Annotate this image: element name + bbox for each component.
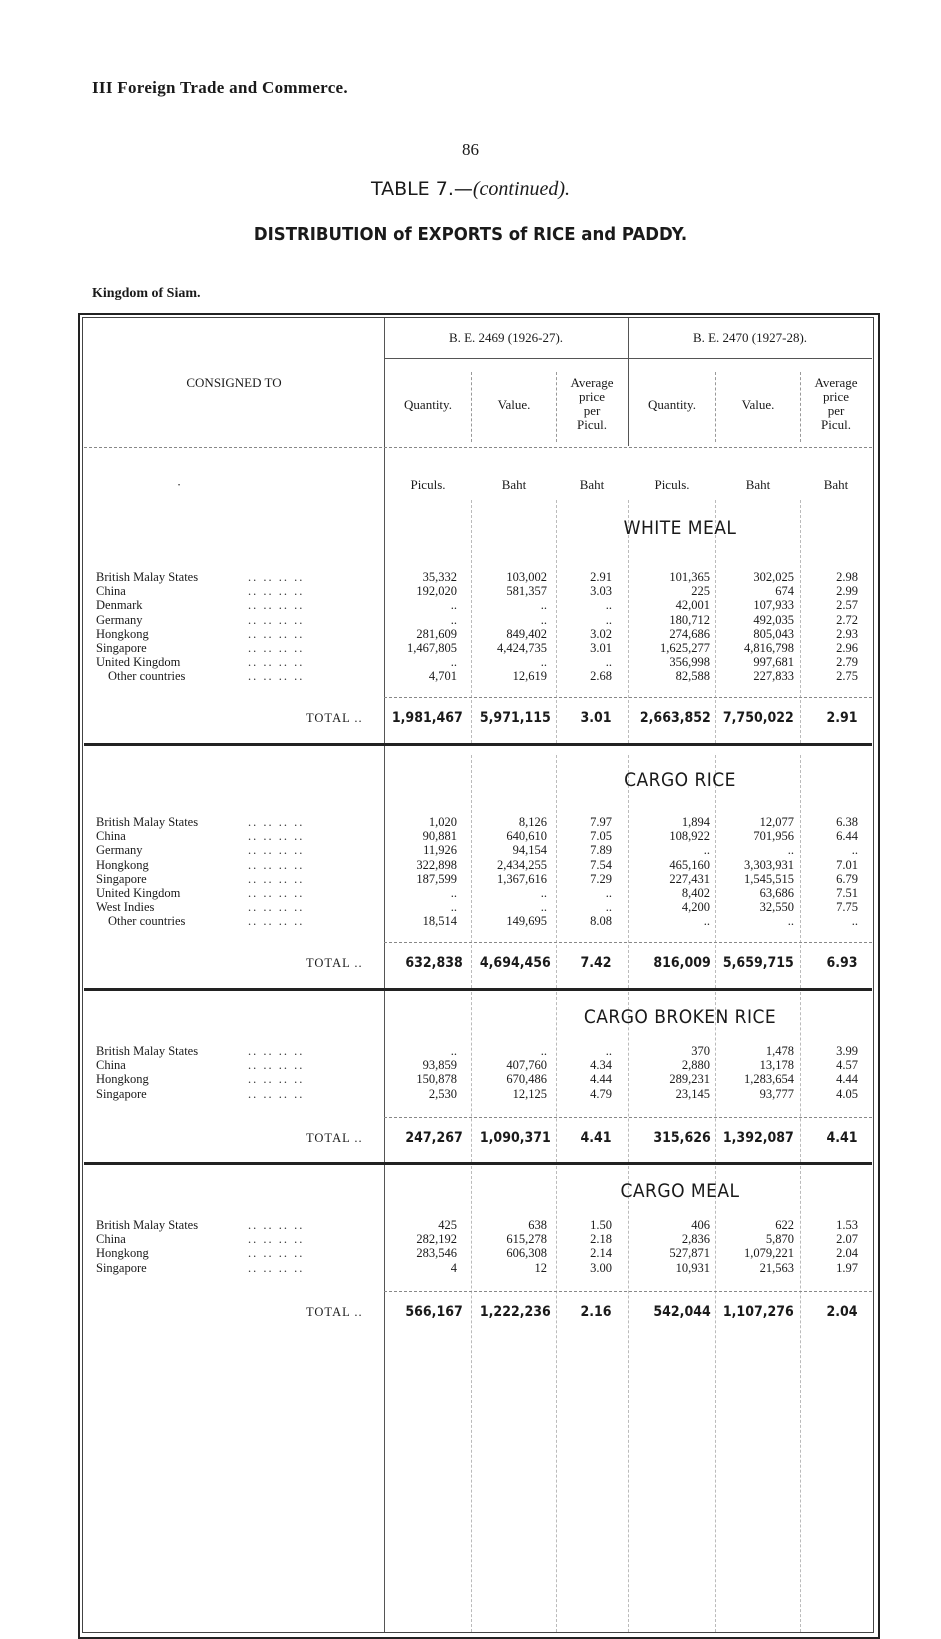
total-a1: 3.01 [580, 710, 612, 726]
cell-q1: 281,609 [416, 626, 457, 641]
header-rule [384, 358, 872, 359]
table-row [84, 584, 874, 598]
cell-v2: 302,025 [753, 570, 794, 584]
cell-q2: 4,200 [681, 900, 710, 915]
cell-v1: 849,402 [506, 626, 547, 641]
table-row [84, 900, 874, 914]
cell-q1: 90,881 [422, 829, 457, 844]
table-row [84, 1087, 874, 1101]
unit-bullet: · [176, 477, 182, 492]
consignee-name: Hongkong [96, 626, 149, 641]
cell-q2: 2,836 [681, 1232, 710, 1247]
cell-v2: .. [787, 843, 794, 858]
quantity-header-2: Quantity. [648, 397, 696, 412]
value-header-1: Value. [497, 397, 531, 412]
cell-a1: .. [605, 655, 612, 670]
cell-v1: .. [540, 900, 547, 915]
total-q1: 566,167 [405, 1304, 463, 1320]
avg-line: Average [814, 375, 858, 390]
cell-q1: 192,020 [416, 584, 457, 599]
cell-a2: 1.97 [836, 1260, 858, 1275]
avg-line: price [579, 389, 605, 404]
cell-v2: 107,933 [753, 598, 794, 613]
cell-q2: .. [703, 843, 710, 858]
cell-v1: .. [540, 1044, 547, 1058]
avg-line: Average [570, 375, 614, 390]
cell-v2: 32,550 [759, 900, 794, 915]
consignee-name: Denmark [96, 598, 143, 613]
consignee-name: Germany [96, 612, 143, 627]
cell-a1: .. [605, 598, 612, 613]
consignee-name: West Indies [96, 900, 155, 915]
cell-q2: 227,431 [669, 871, 710, 886]
unit-value-1: Baht [501, 477, 527, 492]
quantity-header-1: Quantity. [404, 397, 452, 412]
table-row [84, 914, 874, 928]
cell-a1: 3.03 [590, 584, 612, 599]
leader-dots: .. .. .. .. [248, 1086, 305, 1101]
cell-q2: 2,880 [681, 1058, 710, 1073]
cell-q1: 187,599 [416, 871, 457, 886]
cell-v2: 701,956 [753, 829, 794, 844]
cell-a2: 4.05 [836, 1086, 858, 1101]
cell-q1: 2,530 [428, 1086, 457, 1101]
section-title: CARGO RICE [624, 769, 736, 791]
total-a2: 4.41 [826, 1130, 858, 1146]
section-title: CARGO BROKEN RICE [583, 1006, 777, 1028]
leader-dots: .. .. .. .. [248, 829, 305, 844]
cell-a2: 2.57 [836, 598, 858, 613]
table-row [84, 1044, 874, 1058]
unit-avg-2: Baht [823, 477, 849, 492]
table-continued: (continued). [472, 178, 571, 200]
table-row [84, 1246, 874, 1260]
cell-a2: 7.75 [836, 900, 858, 915]
table-row [84, 655, 874, 669]
cell-v1: 149,695 [506, 914, 547, 929]
cell-v1: 12,619 [512, 669, 547, 684]
table-row [84, 829, 874, 843]
total-v2: 1,392,087 [723, 1130, 794, 1146]
total-v2: 7,750,022 [723, 710, 794, 726]
cell-q2: 8,402 [681, 886, 710, 900]
cell-q2: 82,588 [675, 669, 710, 684]
cell-v1: 4,424,735 [497, 641, 547, 655]
total-v2: 5,659,715 [723, 955, 794, 971]
total-rule [384, 1291, 872, 1292]
avg-price-header-2 [801, 376, 871, 432]
unit-value-2: Baht [745, 477, 771, 492]
total-q2: 816,009 [653, 955, 711, 971]
cell-v2: 13,178 [759, 1058, 794, 1073]
cell-a2: 2.04 [836, 1246, 858, 1261]
consignee-name: British Malay States [96, 1044, 199, 1058]
cell-v2: 4,816,798 [744, 641, 794, 655]
leader-dots: .. .. .. .. [248, 584, 305, 599]
consignee-name: Germany [96, 843, 143, 858]
cell-a2: 4.57 [836, 1058, 858, 1073]
page-number: 86 [462, 140, 479, 159]
cell-v1: 12,125 [512, 1086, 547, 1101]
cell-v1: .. [540, 598, 547, 613]
avg-line: per [827, 403, 845, 418]
table-row [84, 627, 874, 641]
cell-v1: 407,760 [506, 1058, 547, 1073]
table-row [84, 613, 874, 627]
total-v1: 4,694,456 [480, 955, 551, 971]
consignee-name: Other countries [108, 914, 186, 929]
table-row [84, 1072, 874, 1086]
leader-dots: .. .. .. .. [248, 669, 305, 684]
leader-dots: .. .. .. .. [248, 1218, 305, 1232]
table-row [84, 815, 874, 829]
cell-a1: 8.08 [590, 914, 612, 929]
cell-v2: 1,079,221 [744, 1246, 794, 1261]
column-divider [384, 318, 385, 1632]
cell-v2: 492,035 [753, 612, 794, 627]
cell-a2: 6.79 [836, 871, 858, 886]
cell-q1: .. [450, 612, 457, 627]
cell-q2: 101,365 [669, 570, 710, 584]
cell-q2: 1,625,277 [660, 641, 710, 655]
consignee-name: British Malay States [96, 1218, 199, 1232]
total-a2: 2.04 [826, 1304, 858, 1320]
cell-q2: 406 [691, 1218, 710, 1232]
total-row [84, 1127, 874, 1149]
total-a1: 7.42 [580, 955, 612, 971]
avg-line: price [823, 389, 849, 404]
leader-dots: .. .. .. .. [248, 641, 305, 655]
unit-quantity-2: Piculs. [654, 477, 690, 492]
cell-v1: 581,357 [506, 584, 547, 599]
leader-dots: .. .. .. .. [248, 886, 305, 900]
cell-a1: 7.54 [590, 857, 612, 872]
table-row [84, 1232, 874, 1246]
cell-v2: 12,077 [759, 815, 794, 829]
cell-q1: .. [450, 655, 457, 670]
consignee-name: United Kingdom [96, 886, 181, 900]
total-rule [384, 697, 872, 698]
cell-q1: .. [450, 598, 457, 613]
total-q1: 1,981,467 [392, 710, 463, 726]
consignee-name: Singapore [96, 1260, 147, 1275]
total-q2: 2,663,852 [640, 710, 711, 726]
cell-q1: 322,898 [416, 857, 457, 872]
value-header-2: Value. [741, 397, 775, 412]
cell-q2: 10,931 [675, 1260, 710, 1275]
leader-dots: .. .. .. .. [248, 914, 305, 929]
cell-a1: 7.97 [590, 815, 612, 829]
cell-a1: 4.34 [590, 1058, 612, 1073]
leader-dots: .. .. .. .. [248, 612, 305, 627]
consignee-name: British Malay States [96, 570, 199, 584]
total-q2: 542,044 [653, 1304, 711, 1320]
cell-q1: 18,514 [422, 914, 457, 929]
consignee-name: Singapore [96, 1086, 147, 1101]
total-row [84, 707, 874, 729]
section-title: WHITE MEAL [623, 517, 737, 539]
cell-q1: 1,467,805 [407, 641, 457, 655]
cell-q1: 4,701 [428, 669, 457, 684]
total-a1: 2.16 [580, 1304, 612, 1320]
total-q2: 315,626 [653, 1130, 711, 1146]
leader-dots: .. .. .. .. [248, 900, 305, 915]
cell-a2: 6.44 [836, 829, 858, 844]
cell-v1: 12 [534, 1260, 547, 1275]
total-row [84, 952, 874, 974]
total-a2: 6.93 [826, 955, 858, 971]
cell-v2: 227,833 [753, 669, 794, 684]
cell-v1: 1,367,616 [497, 871, 547, 886]
cell-q1: 4 [450, 1260, 457, 1275]
table-row [84, 858, 874, 872]
leader-dots: .. .. .. .. [248, 843, 305, 858]
section-divider [84, 743, 872, 746]
cell-a1: 7.29 [590, 871, 612, 886]
cell-v1: .. [540, 655, 547, 670]
cell-v1: .. [540, 612, 547, 627]
cell-a2: 2.98 [836, 570, 858, 584]
cell-q1: 35,332 [422, 570, 457, 584]
cell-a1: .. [605, 1044, 612, 1058]
table-row [84, 598, 874, 612]
cell-a2: 2.96 [836, 641, 858, 655]
total-label: TOTAL .. [306, 956, 363, 970]
cell-a1: 2.91 [590, 570, 612, 584]
consignee-name: China [96, 584, 126, 599]
running-head: III Foreign Trade and Commerce. [92, 78, 348, 97]
cell-a2: 4.44 [836, 1072, 858, 1087]
cell-a2: .. [851, 843, 858, 858]
leader-dots: .. .. .. .. [248, 871, 305, 886]
cell-q2: 274,686 [669, 626, 710, 641]
consignee-name: China [96, 1232, 126, 1247]
cell-v1: 640,610 [506, 829, 547, 844]
cell-v2: 1,283,654 [744, 1072, 794, 1087]
table-row [84, 570, 874, 584]
cell-q1: 1,020 [428, 815, 457, 829]
cell-q2: 23,145 [675, 1086, 710, 1101]
cell-v2: 3,303,931 [744, 857, 794, 872]
cell-q1: .. [450, 900, 457, 915]
cell-a1: .. [605, 886, 612, 900]
consignee-name: Singapore [96, 641, 147, 655]
cell-q2: 527,871 [669, 1246, 710, 1261]
leader-dots: .. .. .. .. [248, 1232, 305, 1247]
consignee-name: Other countries [108, 669, 186, 684]
avg-line: Picul. [577, 417, 607, 432]
unit-avg-1: Baht [579, 477, 605, 492]
consignee-name: Hongkong [96, 1246, 149, 1261]
cell-q1: 425 [438, 1218, 457, 1232]
avg-price-header-1 [557, 376, 627, 432]
cell-a2: 7.01 [836, 857, 858, 872]
kingdom-label: Kingdom of Siam. [92, 286, 201, 301]
cell-q1: 93,859 [422, 1058, 457, 1073]
avg-line: per [583, 403, 601, 418]
leader-dots: .. .. .. .. [248, 598, 305, 613]
cell-q2: .. [703, 914, 710, 929]
cell-v2: 674 [775, 584, 794, 599]
cell-v1: 8,126 [518, 815, 547, 829]
cell-a1: 4.44 [590, 1072, 612, 1087]
leader-dots: .. .. .. .. [248, 626, 305, 641]
cell-a2: 2.72 [836, 612, 858, 627]
period-2-header: B. E. 2470 (1927-28). [692, 330, 808, 345]
cell-q2: 1,894 [681, 815, 710, 829]
section-divider [84, 988, 872, 991]
cell-q2: 225 [691, 584, 710, 599]
cell-v2: 63,686 [759, 886, 794, 900]
cell-a1: 2.14 [590, 1246, 612, 1261]
table-title [0, 178, 941, 201]
cell-a2: 2.07 [836, 1232, 858, 1247]
total-row [84, 1301, 874, 1323]
leader-dots: .. .. .. .. [248, 857, 305, 872]
total-a2: 2.91 [826, 710, 858, 726]
table-row [84, 1261, 874, 1275]
cell-a1: 2.68 [590, 669, 612, 684]
total-v1: 5,971,115 [480, 710, 551, 726]
cell-v2: 805,043 [753, 626, 794, 641]
total-label: TOTAL .. [306, 1305, 363, 1319]
cell-a2: 7.51 [836, 886, 858, 900]
table-row [84, 641, 874, 655]
total-v2: 1,107,276 [723, 1304, 794, 1320]
total-a1: 4.41 [580, 1130, 612, 1146]
cell-q2: 465,160 [669, 857, 710, 872]
table-row [84, 886, 874, 900]
cell-v1: 606,308 [506, 1246, 547, 1261]
table-row [84, 1218, 874, 1232]
cell-q2: 108,922 [669, 829, 710, 844]
leader-dots: .. .. .. .. [248, 655, 305, 670]
total-label: TOTAL .. [306, 711, 363, 725]
total-q1: 247,267 [405, 1130, 463, 1146]
cell-v1: .. [540, 886, 547, 900]
cell-a2: 2.99 [836, 584, 858, 599]
cell-q1: .. [450, 886, 457, 900]
leader-dots: .. .. .. .. [248, 1072, 305, 1087]
cell-q2: 370 [691, 1044, 710, 1058]
table-label: TABLE 7.— [370, 178, 473, 200]
total-q1: 632,838 [405, 955, 463, 971]
section-divider [84, 1162, 872, 1165]
cell-v2: 93,777 [759, 1086, 794, 1101]
leader-dots: .. .. .. .. [248, 815, 305, 829]
table-row [84, 843, 874, 857]
leader-dots: .. .. .. .. [248, 1260, 305, 1275]
cell-q2: 356,998 [669, 655, 710, 670]
cell-a1: .. [605, 612, 612, 627]
cell-a1: 2.18 [590, 1232, 612, 1247]
total-label: TOTAL .. [306, 1131, 363, 1145]
cell-v2: .. [787, 914, 794, 929]
cell-v1: 670,486 [506, 1072, 547, 1087]
cell-a1: 3.02 [590, 626, 612, 641]
header-rule [84, 447, 872, 448]
cell-a1: 3.01 [590, 641, 612, 655]
table-subtitle: DISTRIBUTION of EXPORTS of RICE and PADDY. [253, 224, 688, 245]
period-1-header: B. E. 2469 (1926-27). [448, 330, 564, 345]
cell-v2: 21,563 [759, 1260, 794, 1275]
cell-v2: 5,870 [765, 1232, 794, 1247]
leader-dots: .. .. .. .. [248, 1246, 305, 1261]
consigned-to-header: CONSIGNED TO [186, 375, 282, 390]
leader-dots: .. .. .. .. [248, 1044, 305, 1058]
cell-q1: .. [450, 1044, 457, 1058]
cell-v2: 622 [775, 1218, 794, 1232]
total-v1: 1,222,236 [480, 1304, 551, 1320]
cell-q2: 289,231 [669, 1072, 710, 1087]
cell-a1: 3.00 [590, 1260, 612, 1275]
cell-a2: 1.53 [836, 1218, 858, 1232]
cell-q2: 42,001 [675, 598, 710, 613]
unit-quantity-1: Piculs. [410, 477, 446, 492]
leader-dots: .. .. .. .. [248, 1058, 305, 1073]
cell-q1: 282,192 [416, 1232, 457, 1247]
table-row [84, 872, 874, 886]
cell-v1: 103,002 [506, 570, 547, 584]
cell-v1: 2,434,255 [497, 857, 547, 872]
consignee-name: Hongkong [96, 1072, 149, 1087]
cell-a1: 7.05 [590, 829, 612, 844]
total-rule [384, 1117, 872, 1118]
cell-a2: 2.93 [836, 626, 858, 641]
cell-v1: 94,154 [512, 843, 547, 858]
cell-v1: 615,278 [506, 1232, 547, 1247]
consignee-name: British Malay States [96, 815, 199, 829]
cell-v2: 997,681 [753, 655, 794, 670]
cell-a1: .. [605, 900, 612, 915]
consignee-name: Hongkong [96, 857, 149, 872]
cell-a2: 2.79 [836, 655, 858, 670]
cell-v2: 1,478 [765, 1044, 794, 1058]
leader-dots: .. .. .. .. [248, 570, 305, 584]
cell-q1: 150,878 [416, 1072, 457, 1087]
cell-a1: 7.89 [590, 843, 612, 858]
cell-q1: 11,926 [423, 843, 457, 858]
avg-line: Picul. [821, 417, 851, 432]
cell-a2: 2.75 [836, 669, 858, 684]
cell-a2: .. [851, 914, 858, 929]
consignee-name: Singapore [96, 871, 147, 886]
cell-a2: 6.38 [836, 815, 858, 829]
consignee-name: China [96, 1058, 126, 1073]
cell-a1: 1.50 [590, 1218, 612, 1232]
table-row [84, 669, 874, 683]
cell-q1: 283,546 [416, 1246, 457, 1261]
table-row [84, 1058, 874, 1072]
section-title: CARGO MEAL [620, 1180, 740, 1202]
cell-v1: 638 [528, 1218, 547, 1232]
cell-a2: 3.99 [836, 1044, 858, 1058]
cell-q2: 180,712 [669, 612, 710, 627]
consignee-name: China [96, 829, 126, 844]
consignee-name: United Kingdom [96, 655, 181, 670]
total-v1: 1,090,371 [480, 1130, 551, 1146]
cell-v2: 1,545,515 [744, 871, 794, 886]
cell-a1: 4.79 [590, 1086, 612, 1101]
total-rule [384, 942, 872, 943]
